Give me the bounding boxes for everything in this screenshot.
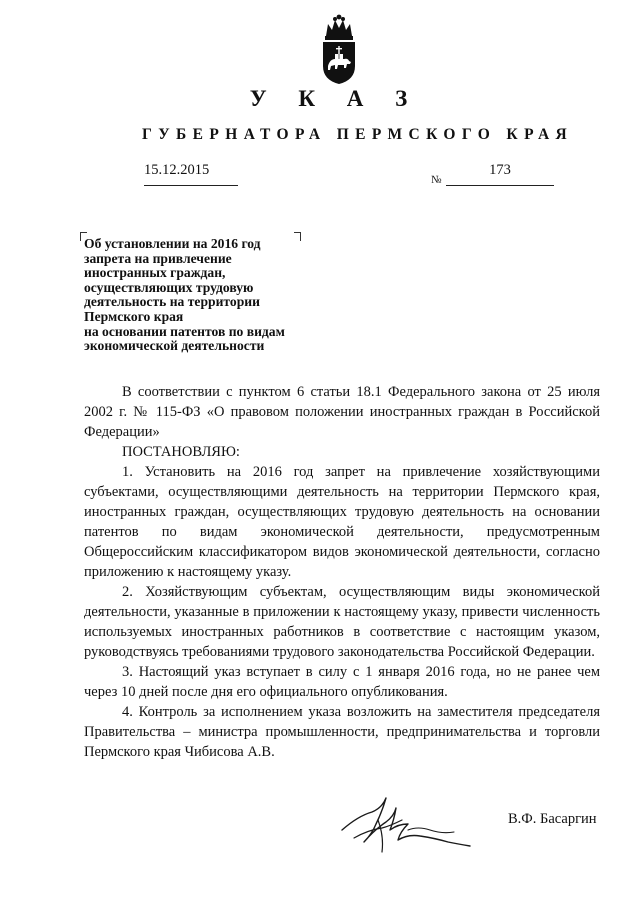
coat-of-arms-icon (318, 14, 360, 86)
signer-name: В.Ф. Басаргин (508, 811, 597, 827)
resolve-word: ПОСТАНОВЛЯЮ: (122, 444, 240, 460)
decree-item-2: 2. Хозяйствующим субъектам, осуществляющим виды экономической деятельности, указанные в приложении к настоящему указу, привести численность используемых иностранных работников в соответствие с настоящим указом, руководствуясь требованиями трудового законодательства Российской Федерации. (84, 584, 600, 660)
decree-title: У К А З (249, 86, 421, 111)
number-label: № (431, 174, 442, 186)
decree-issuer: ГУБЕРНАТОРА ПЕРМСКОГО КРАЯ (142, 126, 574, 143)
subject-bracket-right (294, 232, 301, 241)
decree-date: 15.12.2015 (144, 162, 238, 186)
subject-line: деятельность на территории (84, 294, 260, 310)
subject-line: запрета на привлечение (84, 250, 232, 266)
decree-item-3: 3. Настоящий указ вступает в силу с 1 января 2016 года, но не ранее чем через 10 дней после дня его официального опубликования. (84, 664, 600, 700)
preamble-paragraph: В соответствии с пунктом 6 статьи 18.1 Федерального закона от 25 июля 2002 г. № 115-ФЗ «О правовом положении иностранных граждан в Российской Федерации» (84, 384, 600, 440)
subject-line: экономической деятельности (84, 338, 265, 354)
decree-number: 173 (446, 162, 554, 186)
decree-body (84, 382, 600, 762)
decree-item-4: 4. Контроль за исполнением указа возложить на заместителя председателя Правительства – министра промышленности, предпринимательства и торговли Пермского края Чибисова А.В. (84, 704, 600, 760)
decree-subject (84, 237, 285, 354)
subject-line: иностранных граждан, (84, 265, 226, 281)
subject-line: Об установлении на 2016 год (84, 236, 261, 251)
subject-line: осуществляющих трудовую (84, 279, 254, 295)
subject-line: на основании патентов по видам (84, 323, 285, 339)
decree-item-1: 1. Установить на 2016 год запрет на привлечение хозяйствующими субъектами, осуществляющими деятельность на территории Пермского края, иностранных граждан, осуществляющих трудовую деятельность на основании патентов по видам экономической деятельности, предусмотренным Общероссийским классификатором видов экономической деятельности, согласно приложению к настоящему указу. (84, 464, 600, 580)
handwritten-signature-icon (338, 790, 478, 860)
subject-line: Пермского края (84, 308, 184, 324)
